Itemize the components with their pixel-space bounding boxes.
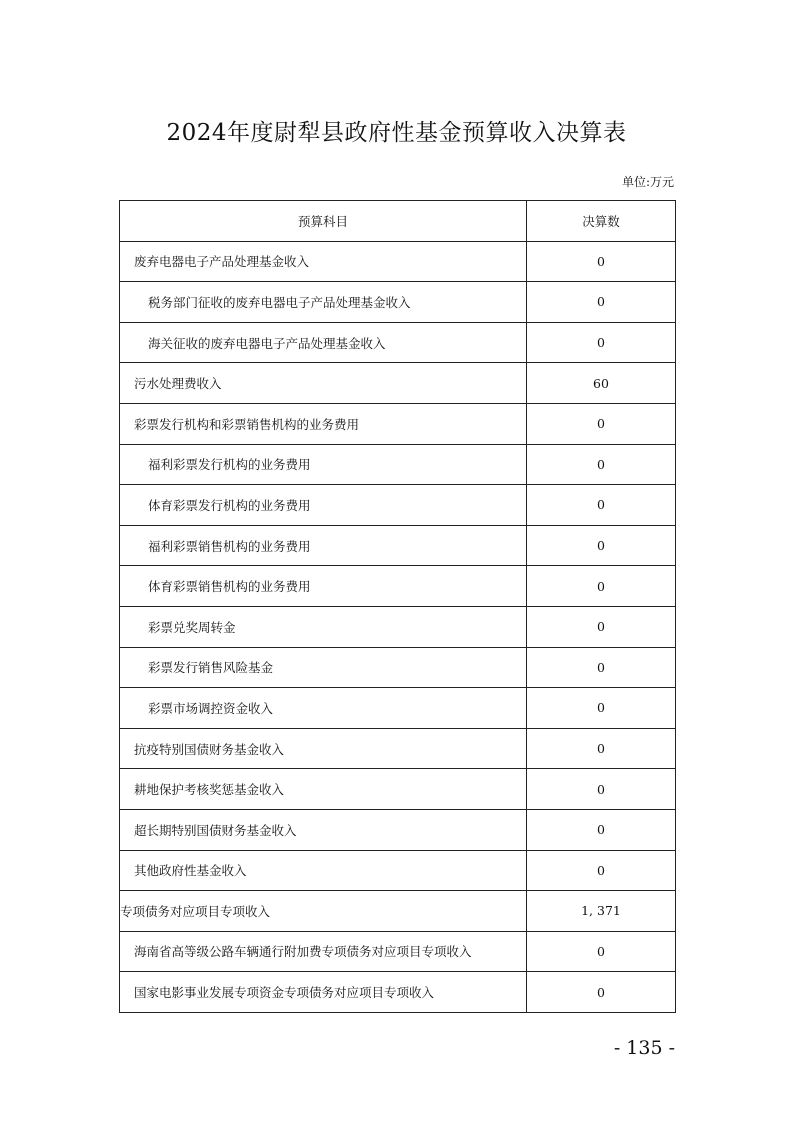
table-row xyxy=(120,403,676,444)
row-amount: 0 xyxy=(527,241,676,282)
row-amount: 0 xyxy=(527,647,676,688)
table-row xyxy=(120,282,676,323)
row-subject: 专项债务对应项目专项收入 xyxy=(120,891,527,932)
row-amount: 0 xyxy=(527,566,676,607)
row-subject: 其他政府性基金收入 xyxy=(120,850,527,891)
row-amount: 1, 371 xyxy=(527,891,676,932)
table-row xyxy=(120,769,676,810)
row-amount: 0 xyxy=(527,850,676,891)
row-amount: 0 xyxy=(527,606,676,647)
table-row xyxy=(120,606,676,647)
table-header-row xyxy=(120,201,676,242)
row-amount: 0 xyxy=(527,403,676,444)
row-subject: 福利彩票销售机构的业务费用 xyxy=(120,525,527,566)
unit-label: 单位:万元 xyxy=(621,175,674,189)
table-row xyxy=(120,688,676,729)
row-subject: 税务部门征收的废弃电器电子产品处理基金收入 xyxy=(120,282,527,323)
row-amount: 0 xyxy=(527,769,676,810)
table-row xyxy=(120,566,676,607)
row-subject: 福利彩票发行机构的业务费用 xyxy=(120,444,527,485)
table-row xyxy=(120,444,676,485)
table-row xyxy=(120,647,676,688)
row-amount: 0 xyxy=(527,282,676,323)
row-subject: 海南省高等级公路车辆通行附加费专项债务对应项目专项收入 xyxy=(120,931,527,972)
table-row xyxy=(120,728,676,769)
page-number: - 135 - xyxy=(613,1037,675,1059)
table-row xyxy=(120,322,676,363)
table-row xyxy=(120,850,676,891)
page-title: 2024年度尉犁县政府性基金预算收入决算表 xyxy=(166,120,627,146)
header-amount: 决算数 xyxy=(527,201,676,242)
table-row xyxy=(120,363,676,404)
row-amount: 0 xyxy=(527,525,676,566)
table-row xyxy=(120,931,676,972)
row-subject: 超长期特别国债财务基金收入 xyxy=(120,809,527,850)
table-row xyxy=(120,809,676,850)
table-body xyxy=(120,241,676,1012)
row-subject: 彩票市场调控资金收入 xyxy=(120,688,527,729)
row-amount: 0 xyxy=(527,931,676,972)
row-subject: 海关征收的废弃电器电子产品处理基金收入 xyxy=(120,322,527,363)
row-subject: 体育彩票销售机构的业务费用 xyxy=(120,566,527,607)
row-amount: 0 xyxy=(527,809,676,850)
row-amount: 0 xyxy=(527,322,676,363)
row-amount: 0 xyxy=(527,485,676,526)
row-amount: 0 xyxy=(527,444,676,485)
row-amount: 60 xyxy=(527,363,676,404)
row-amount: 0 xyxy=(527,728,676,769)
table-row xyxy=(120,485,676,526)
row-subject: 耕地保护考核奖惩基金收入 xyxy=(120,769,527,810)
row-subject: 污水处理费收入 xyxy=(120,363,527,404)
row-amount: 0 xyxy=(527,972,676,1013)
budget-table xyxy=(119,200,676,1013)
row-subject: 抗疫特别国债财务基金收入 xyxy=(120,728,527,769)
table-row xyxy=(120,525,676,566)
row-subject: 彩票发行机构和彩票销售机构的业务费用 xyxy=(120,403,527,444)
row-subject: 体育彩票发行机构的业务费用 xyxy=(120,485,527,526)
header-subject: 预算科目 xyxy=(120,201,527,242)
row-subject: 国家电影事业发展专项资金专项债务对应项目专项收入 xyxy=(120,972,527,1013)
table-row xyxy=(120,891,676,932)
row-subject: 废弃电器电子产品处理基金收入 xyxy=(120,241,527,282)
row-subject: 彩票兑奖周转金 xyxy=(120,606,527,647)
row-amount: 0 xyxy=(527,688,676,729)
table-row xyxy=(120,972,676,1013)
row-subject: 彩票发行销售风险基金 xyxy=(120,647,527,688)
table-row xyxy=(120,241,676,282)
